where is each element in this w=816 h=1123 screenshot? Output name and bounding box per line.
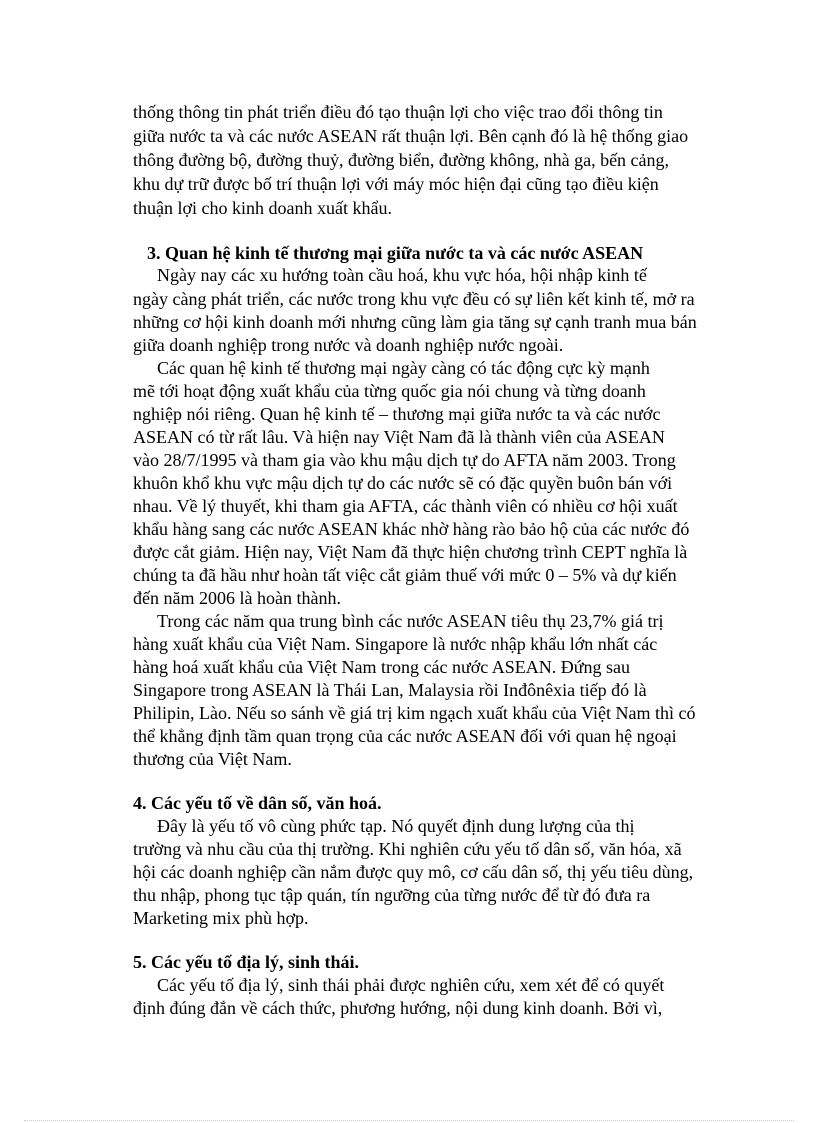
text-line: thể khẳng định tầm quan trọng của các nước ASEAN đối với quan hệ ngoại	[133, 726, 677, 746]
text-line: nhau. Về lý thuyết, khi tham gia AFTA, các thành viên có nhiều cơ hội xuất	[133, 496, 678, 516]
text-line: khuôn khổ khu vực mậu dịch tự do các nước sẽ có đặc quyền buôn bán với	[133, 473, 673, 493]
text-line: giữa nước ta và các nước ASEAN rất thuận lợi. Bên cạnh đó là hệ thống giao	[133, 126, 689, 146]
text-line: hàng xuất khẩu của Việt Nam. Singapore là nước nhập khẩu lớn nhất các	[133, 634, 658, 654]
text-line: khu dự trữ được bố trí thuận lợi với máy móc hiện đại cũng tạo điều kiện	[133, 174, 659, 194]
text-line: Philipin, Lào. Nếu so sánh về giá trị kim ngạch xuất khẩu của Việt Nam thì có	[133, 703, 696, 723]
text-line: thương của Việt Nam.	[133, 749, 292, 769]
text-line: ngày càng phát triển, các nước trong khu vực đều có sự liên kết kinh tế, mở ra	[133, 289, 695, 309]
page-footer-divider	[24, 1120, 794, 1121]
text-line: mẽ tới hoạt động xuất khẩu của từng quốc gia nói chung và từng doanh	[133, 381, 646, 401]
section-heading: 3. Quan hệ kinh tế thương mại giữa nước ta và các nước ASEAN	[147, 243, 644, 263]
section-heading: 4. Các yếu tố về dân số, văn hoá.	[133, 793, 382, 813]
text-line: nghiệp nói riêng. Quan hệ kinh tế – thương mại giữa nước ta và các nước	[133, 404, 661, 424]
text-line: thông đường bộ, đường thuỷ, đường biển, đường không, nhà ga, bến cảng,	[133, 150, 670, 170]
text-line: thống thông tin phát triển điều đó tạo thuận lợi cho việc trao đổi thông tin	[133, 102, 663, 122]
text-line: thuận lợi cho kinh doanh xuất khẩu.	[133, 198, 392, 218]
text-line: thu nhập, phong tục tập quán, tín ngưỡng của từng nước để từ đó đưa ra	[133, 885, 651, 905]
text-line: hội các doanh nghiệp cần nắm được quy mô, cơ cấu dân số, thị yếu tiêu dùng,	[133, 862, 694, 882]
text-line: Singapore trong ASEAN là Thái Lan, Malaysia rồi Inđônêxia tiếp đó là	[133, 680, 647, 700]
text-line: Ngày nay các xu hướng toàn cầu hoá, khu vực hóa, hội nhập kinh tế	[157, 265, 647, 285]
text-line: Các quan hệ kinh tế thương mại ngày càng có tác động cực kỳ mạnh	[157, 358, 650, 378]
section-heading: 5. Các yếu tố địa lý, sinh thái.	[133, 952, 360, 972]
text-line: trường và nhu cầu của thị trường. Khi nghiên cứu yếu tố dân số, văn hóa, xã	[133, 839, 682, 859]
text-line: Marketing mix phù hợp.	[133, 908, 309, 928]
text-line: Đây là yếu tố vô cùng phức tạp. Nó quyết định dung lượng của thị	[157, 816, 635, 836]
text-line: vào 28/7/1995 và tham gia vào khu mậu dịch tự do AFTA năm 2003. Trong	[133, 450, 676, 470]
text-line: hàng hoá xuất khẩu của Việt Nam trong các nước ASEAN. Đứng sau	[133, 657, 630, 677]
text-line: Các yếu tố địa lý, sinh thái phải được nghiên cứu, xem xét để có quyết	[157, 975, 665, 995]
text-line: được cắt giảm. Hiện nay, Việt Nam đã thực hiện chương trình CEPT nghĩa là	[133, 542, 688, 562]
text-line: những cơ hội kinh doanh mới nhưng cũng làm gia tăng sự cạnh tranh mua bán	[133, 312, 697, 332]
text-line: khẩu hàng sang các nước ASEAN khác nhờ hàng rào bảo hộ của các nước đó	[133, 519, 690, 539]
text-line: chúng ta đã hầu như hoàn tất việc cắt giảm thuế với mức 0 – 5% và dự kiến	[133, 565, 677, 585]
text-line: định đúng đắn về cách thức, phương hướng, nội dung kinh doanh. Bởi vì,	[133, 998, 663, 1018]
text-line: giữa doanh nghiệp trong nước và doanh nghiệp nước ngoài.	[133, 335, 564, 355]
text-line: đến năm 2006 là hoàn thành.	[133, 588, 341, 608]
text-line: ASEAN có từ rất lâu. Và hiện nay Việt Nam đã là thành viên của ASEAN	[133, 427, 665, 447]
text-line: Trong các năm qua trung bình các nước ASEAN tiêu thụ 23,7% giá trị	[157, 611, 664, 631]
